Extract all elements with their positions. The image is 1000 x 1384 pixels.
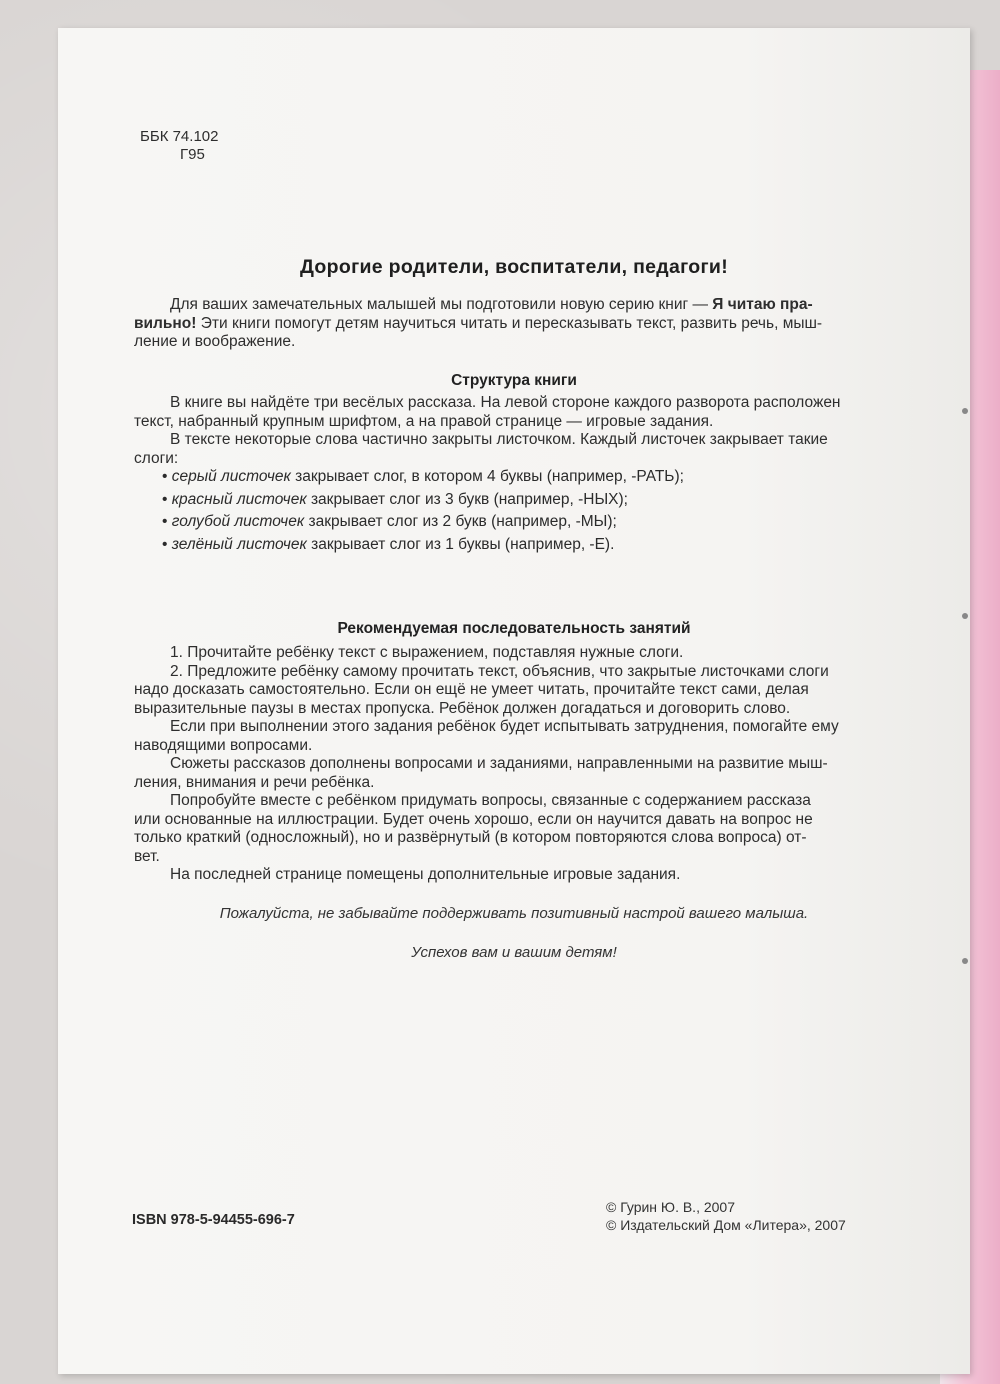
leaf-rule: закрывает слог из 2 букв (например, -МЫ); (304, 513, 617, 530)
structure-text: текст, набранный крупным шрифтом, а на правой странице — игровые задания. (134, 412, 714, 430)
bbk-code (140, 128, 218, 164)
sequence-line: надо досказать самостоятельно. Если он ещё не умеет читать, прочитайте текст сами, делая (134, 681, 809, 698)
intro-text: Эти книги помогут детям научиться читать и пересказывать текст, развить речь, мыш- (196, 314, 823, 332)
sequence-line: или основанные на иллюстрации. Будет очень хорошо, если он научится давать на вопрос не (134, 810, 813, 828)
leaf-color: красный листочек (171, 490, 307, 508)
bbk-line: ББК 74.102 (140, 128, 219, 145)
leaf-color: серый листочек (171, 468, 291, 485)
intro-text: ление и воображение. (134, 333, 296, 350)
leaf-rule: закрывает слог из 3 букв (например, -НЫХ); (306, 490, 628, 508)
sequence-line: 2. Предложите ребёнку самому прочитать текст, объяснив, что закрытые листочками слоги (170, 662, 829, 680)
sequence-heading: Рекомендуемая последовательность занятий (337, 620, 691, 637)
structure-text: В книге вы найдёте три весёлых рассказа. На левой стороне каждого разворота расположен (170, 394, 841, 411)
sequence-line: 1. Прочитайте ребёнку текст с выражением, подставляя нужные слоги. (170, 644, 684, 661)
leaf-color: голубой листочек (171, 513, 305, 530)
list-item: • голубой листочек закрывает слог из 2 букв (например, -МЫ); (162, 513, 617, 530)
sequence-line: выразительные паузы в местах пропуска. Ребёнок должен догадаться и договорить слово. (134, 699, 791, 717)
sequence-line: Сюжеты рассказов дополнены вопросами и заданиями, направленными на развитие мыш- (170, 755, 828, 772)
copyright (606, 1198, 846, 1234)
leaf-rule: закрывает слог, в котором 4 буквы (например, -РАТЬ); (290, 468, 684, 485)
sequence-line: Попробуйте вместе с ребёнком придумать вопросы, связанные с содержанием рассказа (170, 792, 811, 809)
sequence-paragraph (134, 644, 894, 885)
isbn: ISBN 978-5-94455-696-7 (132, 1212, 295, 1228)
sequence-line: Если при выполнении этого задания ребёнок будет испытывать затруднения, помогайте ему (170, 718, 839, 735)
intro-paragraph (134, 296, 894, 352)
leaf-list (162, 466, 882, 556)
bbk-index: Г95 (180, 146, 205, 163)
structure-paragraph (134, 394, 894, 468)
sequence-line: вет. (134, 847, 160, 865)
sequence-line: ления, внимания и речи ребёнка. (134, 773, 375, 791)
series-name-part2: вильно! (134, 314, 197, 332)
page-title: Дорогие родители, воспитатели, педагоги! (300, 256, 728, 278)
structure-text: В тексте некоторые слова частично закрыты листочком. Каждый листочек закрывает такие (170, 431, 828, 448)
sequence-line: На последней странице помещены дополнительные игровые задания. (170, 866, 681, 883)
structure-text: слоги: (134, 449, 179, 467)
intro-text: Для ваших замечательных малышей мы подготовили новую серию книг — (170, 296, 708, 313)
series-name-part1: Я читаю пра- (712, 296, 813, 313)
leaf-rule: закрывает слог из 1 буквы (например, -Е). (306, 535, 615, 553)
sequence-line: наводящими вопросами. (134, 736, 313, 754)
list-item: • серый листочек закрывает слог, в котором 4 буквы (например, -РАТЬ); (162, 468, 684, 485)
list-item: • красный листочек закрывает слог из 3 букв (например, -НЫХ); (162, 490, 628, 508)
closing-note: Пожалуйста, не забывайте поддерживать позитивный настрой вашего малыша. (219, 905, 809, 922)
structure-heading: Структура книги (451, 372, 577, 389)
list-item: • зелёный листочек закрывает слог из 1 буквы (например, -Е). (162, 535, 615, 553)
leaf-color: зелёный листочек (171, 535, 307, 553)
sequence-line: только краткий (односложный), но и развёрнутый (в котором повторяются слова вопроса) от- (134, 829, 807, 846)
copyright-publisher: © Издательский Дом «Литера», 2007 (606, 1217, 846, 1233)
copyright-author: © Гурин Ю. В., 2007 (606, 1199, 735, 1215)
closing-wish: Успехов вам и вашим детям! (411, 944, 617, 961)
document-page (58, 28, 970, 1374)
